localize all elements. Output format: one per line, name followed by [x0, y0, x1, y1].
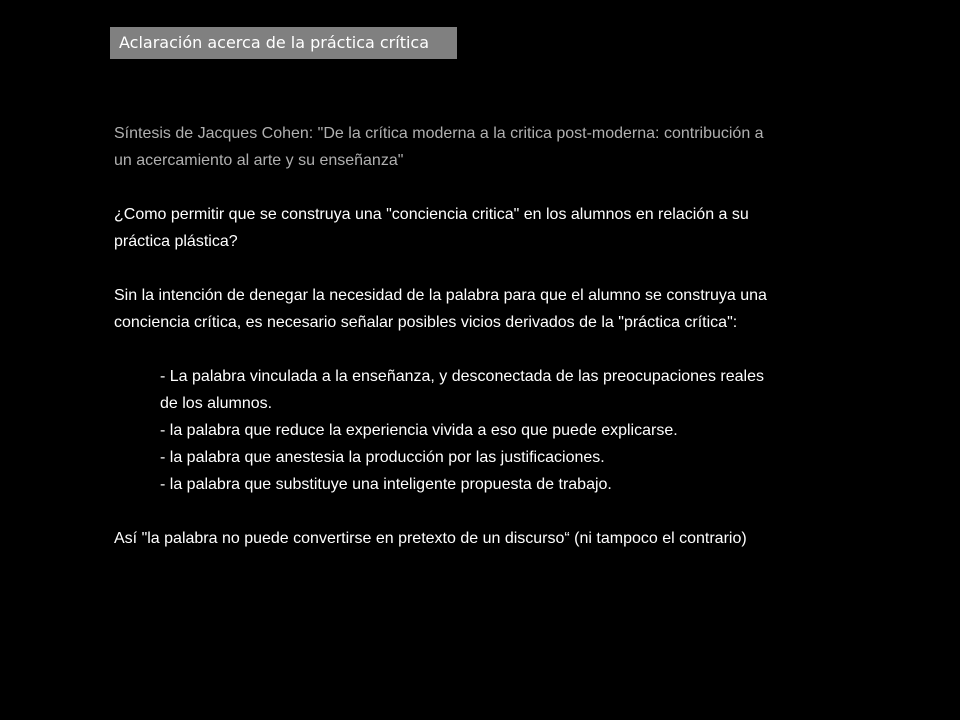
slide-title: Aclaración acerca de la práctica crítica — [110, 27, 457, 59]
intro-line-2: conciencia crítica, es necesario señalar posibles vicios derivados de la "práctica crítica": — [114, 314, 738, 331]
spacer — [114, 498, 894, 525]
question-line-1: ¿Como permitir que se construya una "conciencia critica" en los alumnos en relación a su — [114, 206, 749, 223]
list-item: - la palabra que anestesia la producción por las justificaciones. — [160, 449, 605, 466]
list-item: - la palabra que reduce la experiencia vivida a eso que puede explicarse. — [160, 422, 678, 439]
list-item: - la palabra que substituye una inteligente propuesta de trabajo. — [160, 476, 612, 493]
vices-list — [114, 363, 894, 498]
synthesis-line-1: Síntesis de Jacques Cohen: "De la crítica moderna a la critica post-moderna: contribución a — [114, 125, 764, 142]
spacer — [114, 336, 894, 363]
conclusion-line: Así "la palabra no puede convertirse en pretexto de un discurso“ (ni tampoco el contrario) — [114, 530, 747, 547]
list-item: de los alumnos. — [160, 395, 273, 412]
intro-line-1: Sin la intención de denegar la necesidad de la palabra para que el alumno se construya una — [114, 287, 767, 304]
list-item: - La palabra vinculada a la enseñanza, y desconectada de las preocupaciones reales — [160, 368, 764, 385]
synthesis-line-2: un acercamiento al arte y su enseñanza" — [114, 152, 404, 169]
slide-body — [114, 120, 894, 552]
spacer — [114, 255, 894, 282]
question-line-2: práctica plástica? — [114, 233, 238, 250]
spacer — [114, 174, 894, 201]
